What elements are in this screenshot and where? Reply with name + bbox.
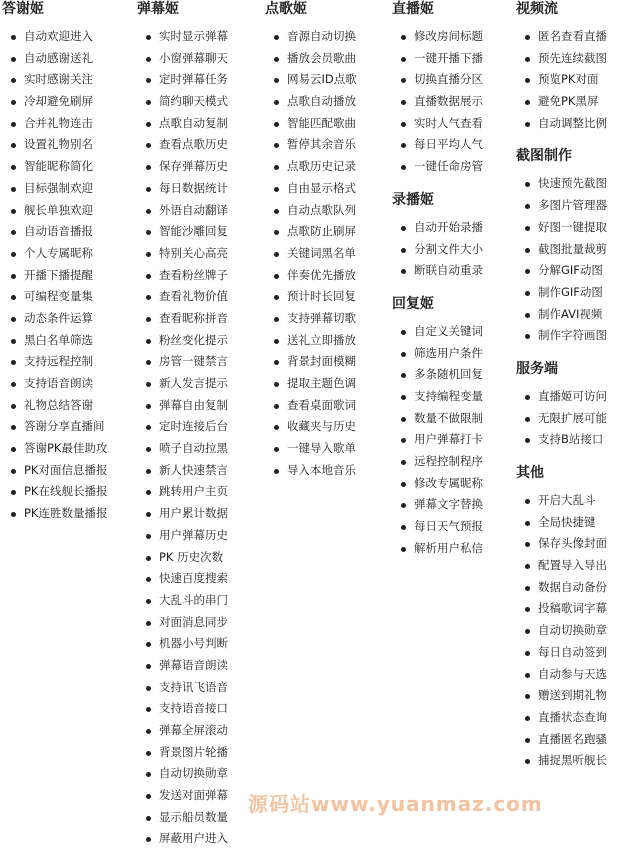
feature-item: 避免PK黑屏: [516, 91, 639, 113]
section-title: 答谢姬: [2, 1, 44, 17]
feature-item: 每日平均人气: [392, 134, 512, 156]
feature-item: 自动语音播报: [2, 221, 127, 243]
feature-item: 制作字符画图: [516, 325, 639, 347]
feature-item: 简约聊天模式: [137, 91, 257, 113]
feature-item: 背景封面模糊: [265, 351, 385, 373]
feature-item: 发送对面弹幕: [137, 785, 257, 807]
feature-item: 快速预先截图: [516, 173, 639, 195]
feature-item: 音源自动切换: [265, 26, 385, 48]
feature-item: 直播数据展示: [392, 91, 512, 113]
feature-item: 房管一键禁言: [137, 351, 257, 373]
feature-list: [392, 217, 512, 282]
feature-item: 粉丝变化提示: [137, 330, 257, 352]
feature-item: 赠送到期礼物: [516, 685, 639, 707]
feature-item: 解析用户私信: [392, 538, 512, 560]
feature-item: 喷子自动拉黑: [137, 438, 257, 460]
feature-item: 数量不做限制: [392, 408, 512, 430]
feature-item: 实时人气查看: [392, 113, 512, 135]
feature-item: 切换直播分区: [392, 69, 512, 91]
feature-item: 支持弹幕切歌: [265, 308, 385, 330]
feature-item: 查看昵称拼音: [137, 308, 257, 330]
feature-item: 目标强制欢迎: [2, 178, 127, 200]
feature-item: 预览PK对面: [516, 69, 639, 91]
column-3: [265, 0, 385, 481]
feature-item: 多图片管理器: [516, 195, 639, 217]
feature-list: [516, 173, 639, 347]
feature-item: 弹幕全屏滚动: [137, 720, 257, 742]
feature-item: 数据自动备份: [516, 577, 639, 599]
feature-item: 自由显示格式: [265, 178, 385, 200]
feature-item: 支持讯飞语音: [137, 677, 257, 699]
column-1: [2, 0, 127, 525]
feature-item: 网易云ID点歌: [265, 69, 385, 91]
feature-item: 直播匿名跑骚: [516, 729, 639, 751]
feature-item: 定时弹幕任务: [137, 69, 257, 91]
feature-list: [2, 26, 127, 525]
feature-item: 机器小号判断: [137, 633, 257, 655]
feature-item: 黑白名单筛选: [2, 330, 127, 352]
feature-item: PK对面信息播报: [2, 460, 127, 482]
feature-item: 智能沙雕回复: [137, 221, 257, 243]
feature-item: 支持语音接口: [137, 698, 257, 720]
feature-item: 保存头像封面: [516, 533, 639, 555]
feature-item: 直播状态查询: [516, 707, 639, 729]
feature-item: 关键词黑名单: [265, 243, 385, 265]
feature-item: 一键开播下播: [392, 48, 512, 70]
feature-item: 每日天气预报: [392, 516, 512, 538]
feature-item: 自动切换勋章: [137, 763, 257, 785]
feature-item: 送礼立即播放: [265, 330, 385, 352]
section-title: 服务端: [516, 360, 558, 377]
feature-item: 捕捉黑听舰长: [516, 750, 639, 772]
feature-item: 分割文件大小: [392, 239, 512, 261]
feature-item: 播放会员歌曲: [265, 48, 385, 70]
feature-item: 保存弹幕历史: [137, 156, 257, 178]
feature-item: 一键任命房管: [392, 156, 512, 178]
feature-item: 支持B站接口: [516, 429, 639, 451]
section-title: 录播姬: [392, 191, 434, 208]
section-title: 弹幕姬: [137, 1, 179, 17]
feature-item: 自定义关键词: [392, 321, 512, 343]
feature-item: PK连胜数量播报: [2, 503, 127, 525]
feature-item: 屏蔽用户进入: [137, 828, 257, 850]
feature-item: 弹幕自由复制: [137, 395, 257, 417]
column-2: [137, 0, 257, 850]
feature-item: 显示船员数量: [137, 807, 257, 829]
feature-item: 可编程变量集: [2, 286, 127, 308]
feature-list: [265, 26, 385, 481]
feature-item: 合并礼物连击: [2, 113, 127, 135]
feature-item: 好图一键提取: [516, 217, 639, 239]
feature-item: 自动切换勋章: [516, 620, 639, 642]
feature-item: 伴奏优先播放: [265, 265, 385, 287]
feature-item: 预先连续截图: [516, 48, 639, 70]
feature-item: 舰长单独欢迎: [2, 200, 127, 222]
feature-list: [137, 26, 257, 850]
feature-item: 每日自动签到: [516, 642, 639, 664]
feature-item: 大乱斗的串门: [137, 590, 257, 612]
section-title: 视频流: [516, 1, 558, 17]
feature-item: 投稿歌词字幕: [516, 598, 639, 620]
feature-item: 外语自动翻译: [137, 200, 257, 222]
feature-item: 跳转用户主页: [137, 481, 257, 503]
feature-item: 自动调整比例: [516, 113, 639, 135]
feature-item: 支持语音朗读: [2, 373, 127, 395]
feature-item: 定时连接后台: [137, 416, 257, 438]
feature-item: 背景图片轮播: [137, 742, 257, 764]
feature-item: 快速百度搜索: [137, 568, 257, 590]
feature-item: 修改专属昵称: [392, 473, 512, 495]
feature-item: 查看点歌历史: [137, 134, 257, 156]
feature-item: 自动点歌队列: [265, 200, 385, 222]
feature-item: 查看桌面歌词: [265, 395, 385, 417]
feature-item: 每日数据统计: [137, 178, 257, 200]
column-4: [392, 0, 512, 559]
feature-item: 导入本地音乐: [265, 460, 385, 482]
feature-item: 实时感谢关注: [2, 69, 127, 91]
feature-item: 开启大乱斗: [516, 490, 639, 512]
section-title: 点歌姬: [265, 1, 307, 17]
feature-item: 点歌自动播放: [265, 91, 385, 113]
feature-item: 筛选用户条件: [392, 343, 512, 365]
feature-item: 制作AVI视频: [516, 304, 639, 326]
feature-item: 查看礼物价值: [137, 286, 257, 308]
feature-item: 礼物总结答谢: [2, 395, 127, 417]
feature-item: 自动感谢送礼: [2, 48, 127, 70]
feature-item: 小窗弹幕聊天: [137, 48, 257, 70]
feature-item: 断联自动重录: [392, 260, 512, 282]
feature-item: 冷却避免刷屏: [2, 91, 127, 113]
feature-item: 配置导入导出: [516, 555, 639, 577]
feature-item: 支持远程控制: [2, 351, 127, 373]
column-5: [516, 0, 639, 772]
feature-item: 开播下播提醒: [2, 265, 127, 287]
feature-item: 用户弹幕历史: [137, 525, 257, 547]
feature-item: 一键导入歌单: [265, 438, 385, 460]
feature-item: 截图批量裁剪: [516, 239, 639, 261]
feature-item: 点歌自动复制: [137, 113, 257, 135]
feature-item: 修改房间标题: [392, 26, 512, 48]
feature-item: 答谢PK最佳助攻: [2, 438, 127, 460]
feature-item: 自动欢迎进入: [2, 26, 127, 48]
watermark: 源码站www.yuanmaz.com: [248, 792, 543, 816]
feature-item: 无限扩展可能: [516, 408, 639, 430]
feature-list: [516, 26, 639, 134]
feature-item: 自动参与天选: [516, 664, 639, 686]
section-title: 回复姬: [392, 295, 434, 312]
feature-list: [516, 386, 639, 451]
feature-item: 弹幕语音朗读: [137, 655, 257, 677]
feature-item: 匿名查看直播: [516, 26, 639, 48]
feature-item: 全局快捷键: [516, 512, 639, 534]
feature-item: 收藏夹与历史: [265, 416, 385, 438]
feature-item: 直播姬可访问: [516, 386, 639, 408]
feature-item: 新人快速禁言: [137, 460, 257, 482]
feature-item: 查看粉丝牌子: [137, 265, 257, 287]
feature-item: 自动开始录播: [392, 217, 512, 239]
feature-list: [516, 490, 639, 772]
feature-item: 智能匹配歌曲: [265, 113, 385, 135]
feature-item: 多条随机回复: [392, 364, 512, 386]
feature-item: 点歌历史记录: [265, 156, 385, 178]
feature-item: 用户累计数据: [137, 503, 257, 525]
feature-item: 特别关心高亮: [137, 243, 257, 265]
feature-item: 支持编程变量: [392, 386, 512, 408]
feature-item: 点歌防止刷屏: [265, 221, 385, 243]
feature-item: PK 历史次数: [137, 547, 257, 569]
feature-list: [392, 26, 512, 178]
feature-item: 预计时长回复: [265, 286, 385, 308]
feature-item: 制作GIF动图: [516, 282, 639, 304]
feature-item: 暂停其余音乐: [265, 134, 385, 156]
section-title: 直播姬: [392, 1, 434, 17]
feature-item: 新人发言提示: [137, 373, 257, 395]
feature-item: 提取主题色调: [265, 373, 385, 395]
feature-item: 答谢分享直播间: [2, 416, 127, 438]
feature-item: 远程控制程序: [392, 451, 512, 473]
section-title: 其他: [516, 465, 544, 481]
feature-item: 智能昵称简化: [2, 156, 127, 178]
feature-item: 用户弹幕打卡: [392, 429, 512, 451]
section-title: 截图制作: [516, 148, 572, 165]
feature-item: 分解GIF动图: [516, 260, 639, 282]
feature-list: [392, 321, 512, 560]
feature-item: 个人专属昵称: [2, 243, 127, 265]
feature-item: 动态条件运算: [2, 308, 127, 330]
feature-item: 实时显示弹幕: [137, 26, 257, 48]
feature-item: 对面消息同步: [137, 612, 257, 634]
feature-item: 设置礼物别名: [2, 134, 127, 156]
feature-item: 弹幕文字替换: [392, 494, 512, 516]
feature-item: PK在线舰长播报: [2, 481, 127, 503]
